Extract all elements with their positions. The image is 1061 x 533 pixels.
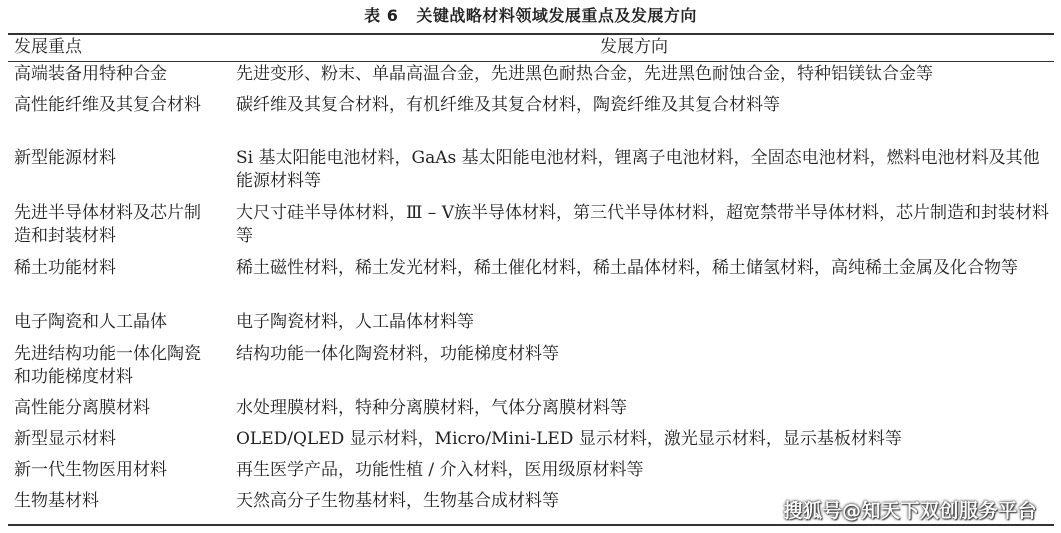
- table-row: [0, 459, 1061, 490]
- focus-area-cell: 高性能纤维及其复合材料: [14, 95, 201, 115]
- direction-cell: 先进变形、粉末、单晶高温合金，先进黑色耐热合金，先进黑色耐蚀合金，特种铝镁钛合金等: [236, 64, 933, 84]
- table-bottom-rule: [8, 524, 1054, 526]
- table-caption: [0, 5, 1061, 27]
- table-title: 关键战略材料领域发展重点及发展方向: [416, 6, 697, 25]
- header-direction: 发展方向: [600, 37, 668, 57]
- focus-area-cell: 新型显示材料: [14, 429, 116, 449]
- table-row: [0, 311, 1061, 343]
- direction-cell: 天然高分子生物基材料，生物基合成材料等: [236, 491, 559, 511]
- direction-cell: 结构功能一体化陶瓷材料，功能梯度材料等: [236, 344, 559, 364]
- focus-area-cell: 新一代生物医用材料: [14, 460, 167, 480]
- focus-area-cell: 生物基材料: [14, 491, 99, 511]
- direction-cell: Si 基太阳能电池材料，GaAs 基太阳能电池材料，锂离子电池材料，全固态电池材料，燃料电池材料及其他能源材料等: [236, 148, 1040, 191]
- focus-area-cell: 高性能分离膜材料: [14, 398, 150, 418]
- focus-area-cell: 先进结构功能一体化陶瓷和功能梯度材料: [14, 344, 201, 387]
- focus-area-cell: 高端装备用特种合金: [14, 64, 167, 84]
- direction-cell: 电子陶瓷材料，人工晶体材料等: [236, 312, 474, 332]
- table-body: [0, 63, 1061, 521]
- table-number: 表 6: [364, 6, 399, 25]
- focus-area-cell: 先进半导体材料及芯片制造和封装材料: [14, 203, 201, 246]
- table-row: [0, 397, 1061, 428]
- table-row: [0, 147, 1061, 202]
- watermark: 搜狐号@知天下双创服务平台: [783, 500, 1037, 522]
- focus-area-cell: 新型能源材料: [14, 148, 116, 168]
- direction-cell: 稀土磁性材料，稀土发光材料，稀土催化材料，稀土晶体材料，稀土储氢材料，高纯稀土金属及化合物等: [236, 258, 1018, 278]
- table-header-rule: [8, 61, 1054, 62]
- direction-cell: 水处理膜材料，特种分离膜材料，气体分离膜材料等: [236, 398, 627, 418]
- header-focus-area: 发展重点: [14, 37, 82, 57]
- table-row: [0, 202, 1061, 257]
- table-row: [0, 257, 1061, 311]
- direction-cell: 大尺寸硅半导体材料，Ⅲ – Ⅴ族半导体材料，第三代半导体材料，超宽禁带半导体材料，芯片制造和封装材料等: [236, 203, 1049, 246]
- table-row: [0, 94, 1061, 147]
- direction-cell: 再生医学产品，功能性植 / 介入材料，医用级原材料等: [236, 460, 644, 480]
- table-row: [0, 428, 1061, 459]
- direction-cell: 碳纤维及其复合材料，有机纤维及其复合材料，陶瓷纤维及其复合材料等: [236, 95, 780, 115]
- focus-area-cell: 电子陶瓷和人工晶体: [14, 312, 167, 332]
- direction-cell: OLED/QLED 显示材料，Micro/Mini-LED 显示材料，激光显示材料，显示基板材料等: [236, 429, 902, 449]
- focus-area-cell: 稀土功能材料: [14, 258, 116, 278]
- table-row: [0, 63, 1061, 94]
- table-top-rule: [8, 33, 1054, 35]
- table-row: [0, 343, 1061, 397]
